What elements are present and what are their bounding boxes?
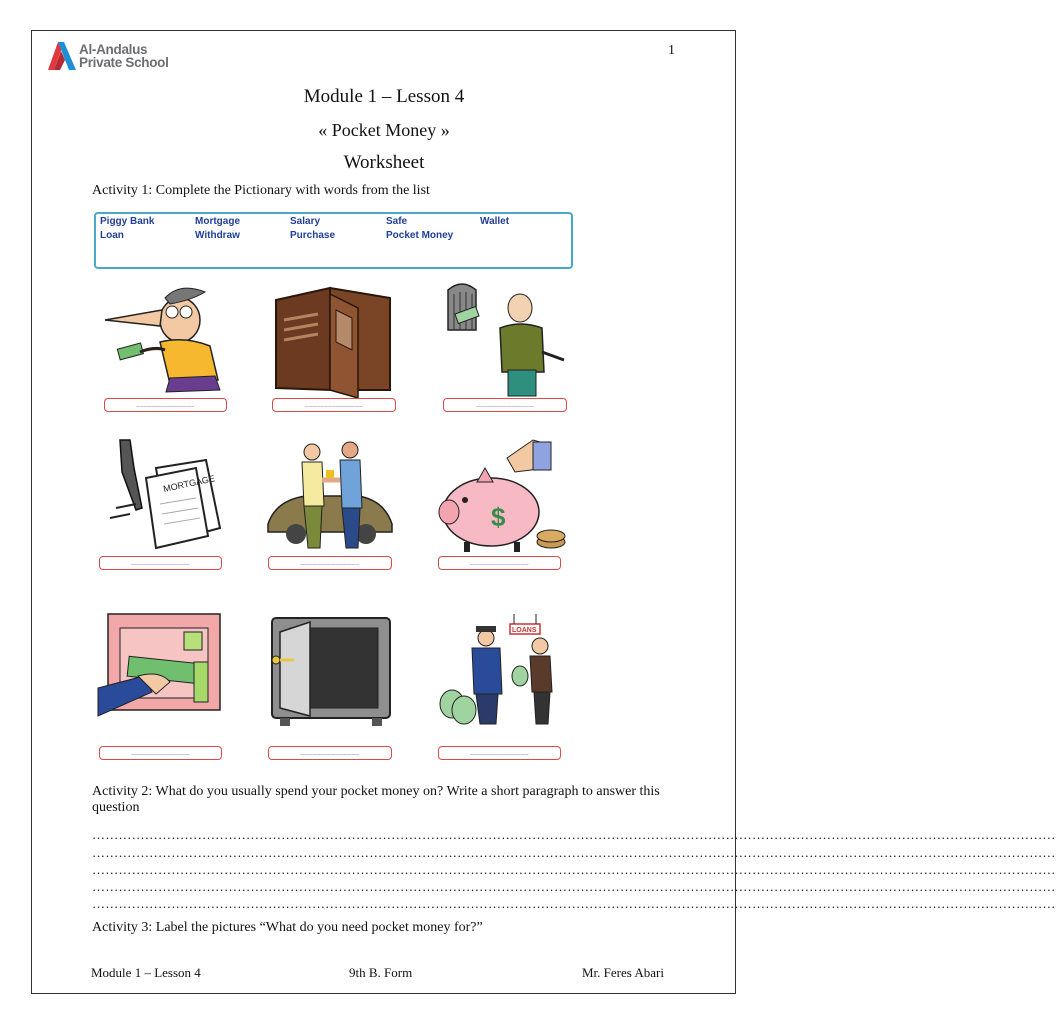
- answer-line-2[interactable]: …………………………………………………………………………………………………………………………………………………………………………………………………: [92, 845, 1056, 860]
- svg-text:$: $: [491, 502, 506, 532]
- word-item: Pocket Money: [386, 230, 454, 241]
- answer-line-4[interactable]: …………………………………………………………………………………………………………………………………………………………………………………………………: [92, 879, 1056, 894]
- school-name-line1: Al-Andalus: [79, 42, 148, 57]
- answer-box-9[interactable]: _______________: [438, 746, 561, 760]
- worksheet-title: Worksheet: [343, 152, 425, 173]
- word-item: Piggy Bank: [100, 216, 155, 227]
- module-title: Module 1 – Lesson 4: [303, 86, 465, 107]
- wallet-icon: [268, 280, 398, 398]
- atm-withdraw-icon: [98, 612, 228, 730]
- activity1-instruction: Activity 1: Complete the Pictionary with words from the list: [92, 183, 430, 198]
- topic-title: « Pocket Money »: [318, 120, 450, 140]
- footer-class: 9th B. Form: [349, 965, 413, 980]
- answer-box-1[interactable]: _______________: [104, 398, 227, 412]
- word-item: Wallet: [480, 216, 510, 227]
- word-item: Purchase: [290, 230, 336, 241]
- answer-line-3[interactable]: …………………………………………………………………………………………………………………………………………………………………………………………………: [92, 862, 1056, 877]
- answer-box-6[interactable]: _______________: [438, 556, 561, 570]
- piggy-bank-icon: [437, 438, 567, 556]
- mortgage-document-icon: [96, 438, 226, 556]
- word-item: Mortgage: [195, 216, 240, 227]
- man-holding-money-icon: [100, 280, 230, 398]
- answer-box-7[interactable]: _______________: [99, 746, 222, 760]
- answer-box-8[interactable]: _______________: [268, 746, 392, 760]
- car-purchase-icon: [266, 436, 396, 554]
- word-item: Withdraw: [195, 230, 240, 241]
- answer-line-5[interactable]: …………………………………………………………………………………………………………………………………………………………………………………………………: [92, 896, 1056, 911]
- safe-icon: [266, 612, 396, 730]
- activity3-instruction: Activity 3: Label the pictures “What do you need pocket money for?”: [92, 920, 483, 935]
- man-at-cash-machine-icon: [440, 280, 570, 398]
- word-item: Salary: [290, 216, 321, 227]
- school-logo-mark-icon: [48, 42, 76, 70]
- school-name-line2: Private School: [79, 55, 169, 70]
- word-list-box: [94, 212, 573, 269]
- school-logo: [48, 42, 169, 70]
- answer-box-2[interactable]: _______________: [272, 398, 396, 412]
- answer-box-4[interactable]: _______________: [99, 556, 222, 570]
- answer-box-5[interactable]: _______________: [268, 556, 392, 570]
- footer-lesson: Module 1 – Lesson 4: [91, 965, 201, 980]
- word-item: Safe: [386, 216, 408, 227]
- school-name: [79, 43, 169, 69]
- answer-line-1[interactable]: …………………………………………………………………………………………………………………………………………………………………………………………………: [92, 827, 1056, 842]
- footer-teacher: Mr. Feres Abari: [582, 965, 664, 980]
- loan-icon: [438, 612, 568, 730]
- svg-text:LOANS: LOANS: [512, 627, 537, 634]
- word-item: Loan: [100, 230, 124, 241]
- activity2-instruction: Activity 2: What do you usually spend your pocket money on? Write a short paragraph to answer this question: [92, 784, 660, 815]
- page-number: 1: [668, 43, 675, 58]
- answer-box-3[interactable]: _______________: [443, 398, 567, 412]
- svg-text:MORTGAGE: MORTGAGE: [162, 473, 216, 494]
